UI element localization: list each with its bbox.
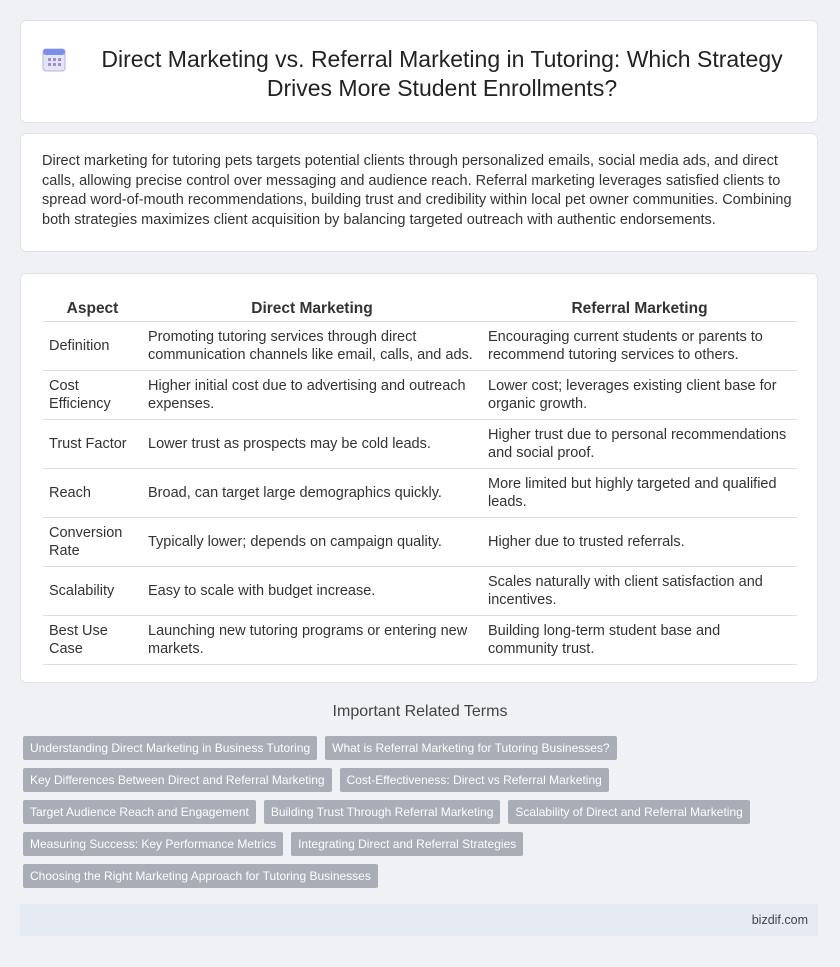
intro-card bbox=[20, 133, 818, 252]
referral-cell: Higher trust due to personal recommendations and social proof. bbox=[482, 420, 797, 469]
site-name: bizdif.com bbox=[751, 913, 808, 927]
related-term-link[interactable]: Understanding Direct Marketing in Business Tutoring bbox=[23, 736, 317, 760]
direct-cell: Higher initial cost due to advertising and outreach expenses. bbox=[142, 371, 482, 420]
aspect-cell: Conversion Rate bbox=[43, 518, 142, 567]
direct-cell: Broad, can target large demographics quickly. bbox=[142, 469, 482, 518]
tag-row bbox=[23, 864, 823, 888]
table-row bbox=[43, 469, 797, 518]
related-term-link[interactable]: What is Referral Marketing for Tutoring Businesses? bbox=[325, 736, 616, 760]
column-header: Aspect bbox=[43, 296, 142, 322]
page-title: Direct Marketing vs. Referral Marketing in Tutoring: Which Strategy Drives More Student Enrollments? bbox=[101, 46, 783, 101]
related-term-link[interactable]: Scalability of Direct and Referral Marketing bbox=[508, 800, 749, 824]
table-row bbox=[43, 371, 797, 420]
column-header: Direct Marketing bbox=[142, 296, 482, 322]
aspect-cell: Reach bbox=[43, 469, 142, 518]
direct-cell: Easy to scale with budget increase. bbox=[142, 567, 482, 616]
table-row bbox=[43, 322, 797, 371]
direct-cell: Launching new tutoring programs or entering new markets. bbox=[142, 616, 482, 665]
referral-cell: Scales naturally with client satisfaction and incentives. bbox=[482, 567, 797, 616]
related-term-link[interactable]: Building Trust Through Referral Marketing bbox=[264, 800, 501, 824]
referral-cell: Building long-term student base and community trust. bbox=[482, 616, 797, 665]
aspect-cell: Cost Efficiency bbox=[43, 371, 142, 420]
direct-cell: Lower trust as prospects may be cold leads. bbox=[142, 420, 482, 469]
intro-paragraph: Direct marketing for tutoring pets targets potential clients through personalized emails, social media ads, and direct calls, allowing precise control over messaging and audience reach. Referral marketing leverages satisfied clients to spread word-of-mouth recommendations, building trust and credibility within local pet owner communities. Combining both strategies maximizes client acquisition by balancing targeted outreach with authentic endorsements. bbox=[42, 153, 792, 228]
comparison-table bbox=[43, 296, 797, 665]
related-term-link[interactable]: Key Differences Between Direct and Referral Marketing bbox=[23, 768, 332, 792]
header-card bbox=[20, 20, 818, 123]
related-term-link[interactable]: Measuring Success: Key Performance Metrics bbox=[23, 832, 283, 856]
tag-row bbox=[23, 800, 823, 824]
aspect-cell: Definition bbox=[43, 322, 142, 371]
table-row bbox=[43, 420, 797, 469]
table-row bbox=[43, 616, 797, 665]
document-icon bbox=[41, 47, 67, 73]
aspect-cell: Trust Factor bbox=[43, 420, 142, 469]
tag-row bbox=[23, 736, 823, 760]
table-header-row bbox=[43, 296, 797, 322]
related-term-link[interactable]: Choosing the Right Marketing Approach for Tutoring Businesses bbox=[23, 864, 378, 888]
direct-cell: Typically lower; depends on campaign quality. bbox=[142, 518, 482, 567]
related-term-link[interactable]: Integrating Direct and Referral Strategies bbox=[291, 832, 523, 856]
related-term-link[interactable]: Cost-Effectiveness: Direct vs Referral Marketing bbox=[340, 768, 609, 792]
direct-cell: Promoting tutoring services through direct communication channels like email, calls, and ads. bbox=[142, 322, 482, 371]
referral-cell: Lower cost; leverages existing client base for organic growth. bbox=[482, 371, 797, 420]
table-row bbox=[43, 518, 797, 567]
tag-row bbox=[23, 832, 823, 856]
comparison-card bbox=[20, 273, 818, 683]
table-row bbox=[43, 567, 797, 616]
referral-cell: More limited but highly targeted and qualified leads. bbox=[482, 469, 797, 518]
column-header: Referral Marketing bbox=[482, 296, 797, 322]
aspect-cell: Best Use Case bbox=[43, 616, 142, 665]
referral-cell: Higher due to trusted referrals. bbox=[482, 518, 797, 567]
related-term-link[interactable]: Target Audience Reach and Engagement bbox=[23, 800, 256, 824]
footer bbox=[20, 904, 818, 936]
tag-row bbox=[23, 768, 823, 792]
related-terms-heading: Important Related Terms bbox=[332, 703, 508, 720]
related-terms-list bbox=[23, 736, 823, 896]
referral-cell: Encouraging current students or parents to recommend tutoring services to others. bbox=[482, 322, 797, 371]
aspect-cell: Scalability bbox=[43, 567, 142, 616]
